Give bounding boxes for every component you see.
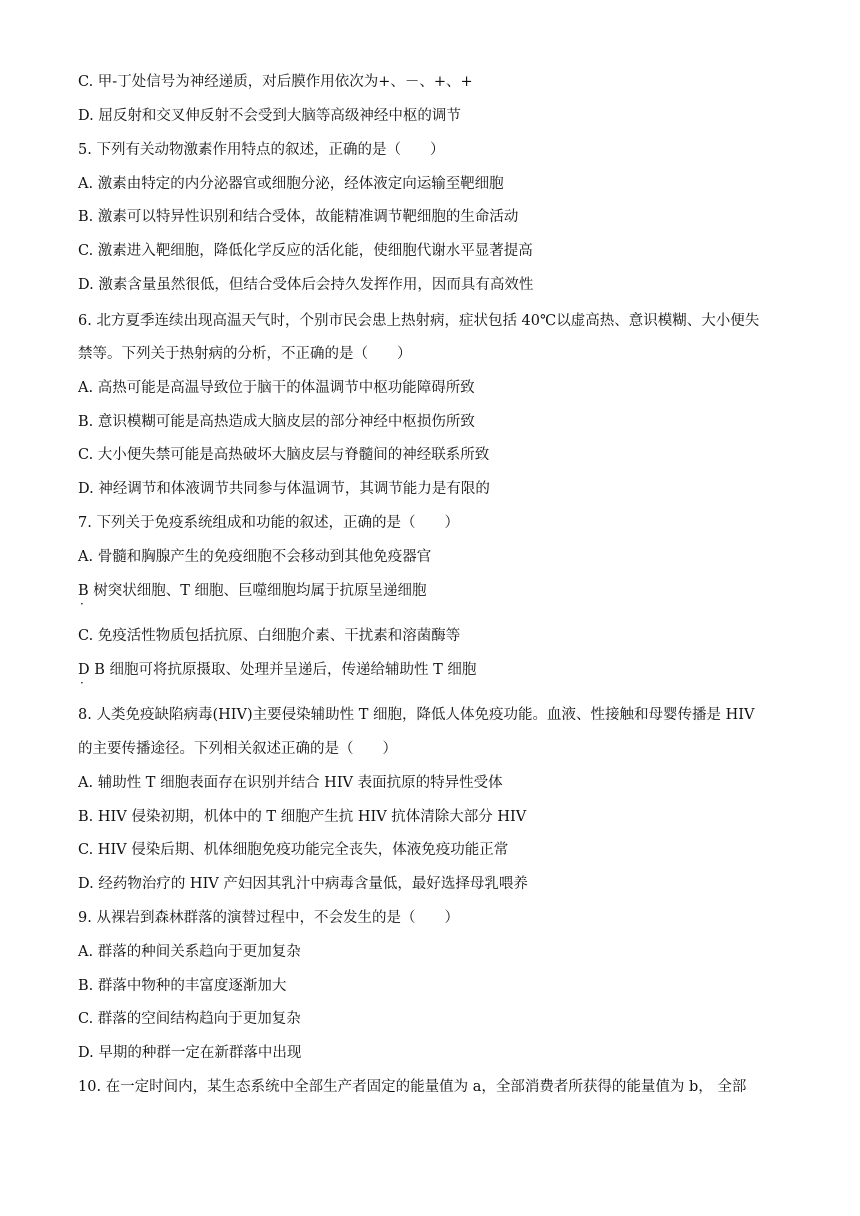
option-c-q4: C. 甲-丁处信号为神经递质，对后膜作用依次为+、－、+、+ bbox=[78, 74, 473, 90]
option-c-q7: C. 免疫活性物质包括抗原、白细胞介素、干扰素和溶菌酶等 bbox=[78, 628, 461, 644]
option-b-q5: B. 激素可以特异性识别和结合受体，故能精准调节靶细胞的生命活动 bbox=[78, 209, 519, 225]
option-b-q9: B. 群落中物种的丰富度逐渐加大 bbox=[78, 978, 287, 994]
question-6-stem-line-1: 6. 北方夏季连续出现高温天气时，个别市民会患上热射病，症状包括 40℃以虚高热、意识模糊、大小便失 bbox=[78, 313, 760, 329]
option-a-q7: A. 骨髓和胸腺产生的免疫细胞不会移动到其他免疫器官 bbox=[78, 549, 432, 565]
option-b-q6: B. 意识模糊可能是高热造成大脑皮层的部分神经中枢损伤所致 bbox=[78, 414, 475, 430]
option-d-q7: D B 细胞可将抗原摄取、处理并呈递后，传递给辅助性 T 细胞 bbox=[78, 662, 477, 678]
option-c-q8: C. HIV 侵染后期、机体细胞免疫功能完全丧失，体液免疫功能正常 bbox=[78, 842, 509, 858]
question-8-stem-line-1: 8. 人类免疫缺陷病毒(HIV)主要侵染辅助性 T 细胞，降低人体免疫功能。血液、性接触和母婴传播是 HIV bbox=[78, 707, 755, 723]
option-c-q5: C. 激素进入靶细胞，降低化学反应的活化能，使细胞代谢水平显著提高 bbox=[78, 243, 533, 259]
option-d-q6: D. 神经调节和体液调节共同参与体温调节，其调节能力是有限的 bbox=[78, 481, 490, 497]
question-5-stem: 5. 下列有关动物激素作用特点的叙述，正确的是（ ） bbox=[78, 142, 445, 158]
option-a-q8: A. 辅助性 T 细胞表面存在识别并结合 HIV 表面抗原的特异性受体 bbox=[78, 775, 503, 791]
option-d-q4: D. 屈反射和交叉伸反射不会受到大脑等高级神经中枢的调节 bbox=[78, 108, 461, 124]
option-b-q7-dot: · bbox=[80, 597, 84, 611]
option-c-q9: C. 群落的空间结构趋向于更加复杂 bbox=[78, 1011, 301, 1027]
question-7-stem: 7. 下列关于免疫系统组成和功能的叙述，正确的是（ ） bbox=[78, 515, 459, 531]
question-9-stem: 9. 从裸岩到森林群落的演替过程中，不会发生的是（ ） bbox=[78, 910, 459, 926]
option-b-q8: B. HIV 侵染初期，机体中的 T 细胞产生抗 HIV 抗体清除大部分 HIV bbox=[78, 809, 527, 825]
question-8-stem-line-2: 的主要传播途径。下列相关叙述正确的是（ ） bbox=[78, 741, 397, 757]
option-a-q5: A. 激素由特定的内分泌器官或细胞分泌，经体液定向运输至靶细胞 bbox=[78, 176, 504, 192]
question-6-stem-line-2: 禁等。下列关于热射病的分析，不正确的是（ ） bbox=[78, 346, 412, 362]
option-b-q7: B 树突状细胞、T 细胞、巨噬细胞均属于抗原呈递细胞 bbox=[78, 583, 427, 599]
option-d-q8: D. 经药物治疗的 HIV 产妇因其乳汁中病毒含量低，最好选择母乳喂养 bbox=[78, 876, 528, 892]
option-a-q6: A. 高热可能是高温导致位于脑干的体温调节中枢功能障碍所致 bbox=[78, 380, 475, 396]
option-a-q9: A. 群落的种间关系趋向于更加复杂 bbox=[78, 944, 301, 960]
question-10-stem: 10. 在一定时间内，某生态系统中全部生产者固定的能量值为 a，全部消费者所获得的能量值为 b， 全部 bbox=[78, 1079, 747, 1095]
option-d-q9: D. 早期的种群一定在新群落中出现 bbox=[78, 1045, 302, 1061]
option-d-q5: D. 激素含量虽然很低，但结合受体后会持久发挥作用，因而具有高效性 bbox=[78, 277, 534, 293]
option-c-q6: C. 大小便失禁可能是高热破坏大脑皮层与脊髓间的神经联系所致 bbox=[78, 447, 490, 463]
option-d-q7-dot: · bbox=[80, 676, 84, 690]
